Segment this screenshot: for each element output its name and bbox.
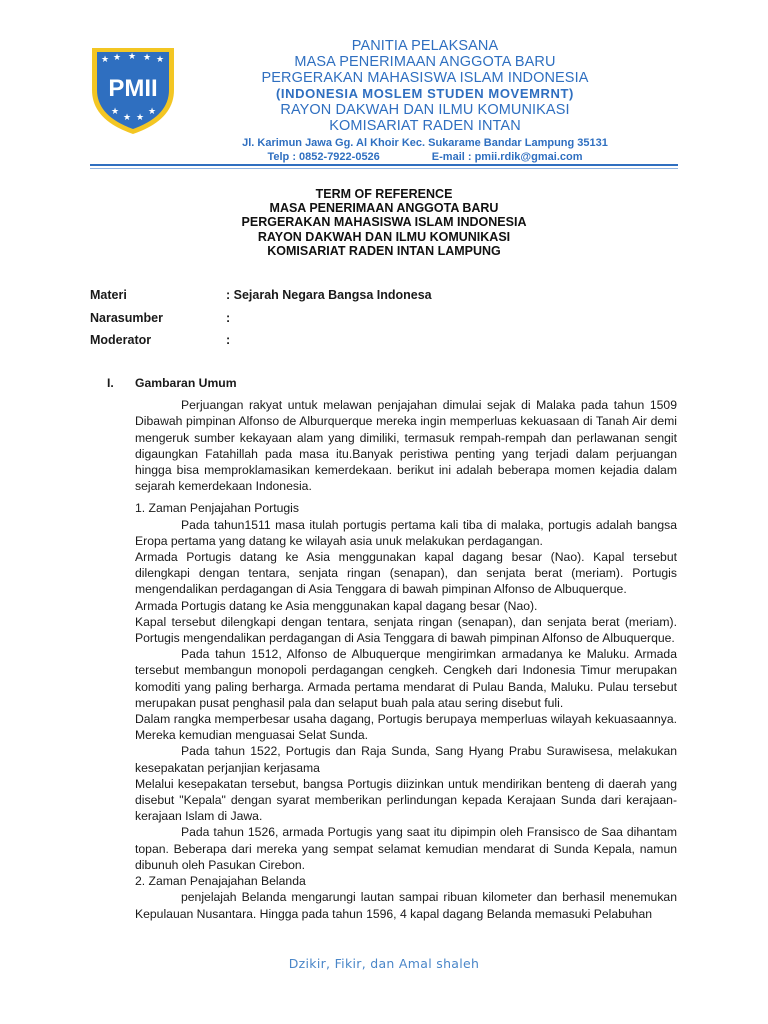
footer-motto: Dzikir, Fikir, dan Amal shaleh bbox=[288, 956, 480, 971]
paragraph: Armada Portugis datang ke Asia menggunakan kapal dagang besar (Nao). Kapal tersebut dilengkapi dengan tentara, senjata ringan (senapan), dan senjata berat (meriam). Portugis mengendalikan perdagangan di Asia Tenggara di bawah pimpinan Alfonso de Albuquerque. bbox=[135, 550, 677, 597]
paragraph: Armada Portugis datang ke Asia menggunakan kapal dagang besar (Nao). bbox=[135, 598, 538, 613]
letterhead-line: RAYON DAKWAH DAN ILMU KOMUNIKASI bbox=[280, 102, 570, 118]
svg-text:★: ★ bbox=[156, 55, 165, 65]
letterhead-line: KOMISARIAT RADEN INTAN bbox=[329, 118, 521, 134]
paragraph: Pada tahun 1526, armada Portugis yang saat itu dipimpin oleh Fransisco de Saa dihantam topan. Beberapa dari mereka yang sempat selamat kemudian mendarat di Sunda Kepala, namun dibunuh oleh Pasukan Cirebon. bbox=[135, 825, 677, 872]
logo-text: PMII bbox=[108, 75, 158, 102]
paragraph: penjelajah Belanda mengarungi lautan sampai ribuan kilometer dan berhasil menemukan Kepulauan Nusantara. Hingga pada tahun 1596, 4 kapal dagang Belanda memasuki Pelabuhan bbox=[135, 890, 677, 921]
svg-text:★: ★ bbox=[113, 53, 122, 63]
document-body bbox=[107, 375, 677, 922]
info-row-materi bbox=[90, 284, 678, 307]
info-value: : Sejarah Negara Bangsa Indonesa bbox=[226, 288, 432, 303]
paragraph: Pada tahun1511 masa itulah portugis pertama kali tiba di malaka, portugis adalah bangsa Eropa pertama yang datang ke wilayah asia unuk melakukan perdagangan. bbox=[135, 517, 677, 548]
header-divider-thin bbox=[90, 168, 678, 169]
paragraph: Pada tahun 1512, Alfonso de Albuquerque mengirimkan armadanya ke Maluku. Armada tersebut membangun monopoli perdagangan cengkeh. Cengkeh dari Indonesia Timur merupakan komoditi yang paling berharga. Armada pertama mendarat di Pulau Banda, Maluku. Pulau tersebut merupakan pusat penghasil pala dan selaput buah pala atau sering disebut fuli. bbox=[135, 647, 677, 710]
section-title: Gambaran Umum bbox=[135, 376, 237, 390]
info-value: : bbox=[226, 333, 231, 348]
paragraph: Pada tahun 1522, Portugis dan Raja Sunda, Sang Hyang Prabu Surawisesa, melakukan kesepakatan perjanjian kerjasama bbox=[135, 744, 677, 775]
title-line: MASA PENERIMAAN ANGGOTA BARU bbox=[269, 201, 499, 216]
svg-text:★: ★ bbox=[143, 53, 152, 63]
document-title bbox=[90, 187, 678, 258]
info-label: Materi bbox=[90, 288, 127, 303]
svg-text:★: ★ bbox=[148, 107, 157, 117]
title-line: PERGERAKAN MAHASISWA ISLAM INDONESIA bbox=[241, 215, 527, 230]
info-value: : bbox=[226, 310, 231, 325]
info-label: Moderator bbox=[90, 333, 152, 348]
pmii-logo-icon bbox=[88, 40, 178, 136]
paragraph: Dalam rangka memperbesar usaha dagang, Portugis berupaya memperluas wilayah kekuasaannya. Mereka kemudian menguasai Selat Sunda. bbox=[135, 712, 677, 743]
letterhead-line: PERGERAKAN MAHASISWA ISLAM INDONESIA bbox=[261, 70, 589, 86]
subsection-heading: 2. Zaman Penajajahan Belanda bbox=[135, 874, 306, 889]
letterhead-line: PANITIA PELAKSANA bbox=[351, 38, 499, 54]
title-line: KOMISARIAT RADEN INTAN LAMPUNG bbox=[267, 243, 501, 258]
info-row-moderator bbox=[90, 329, 678, 352]
paragraph: Melalui kesepakatan tersebut, bangsa Portugis diizinkan untuk mendirikan benteng di daerah yang disebut "Kepala" dengan syarat memberikan perlindungan kepada Kerajaan Sunda dari kerajaan-kerajaan Islam di Jawa. bbox=[135, 776, 677, 824]
info-row-narasumber bbox=[90, 307, 678, 330]
svg-text:★: ★ bbox=[123, 113, 132, 123]
svg-text:★: ★ bbox=[136, 113, 145, 123]
letterhead-contact bbox=[190, 150, 660, 164]
header-divider bbox=[90, 164, 678, 166]
section-heading bbox=[107, 375, 677, 391]
info-table bbox=[90, 284, 678, 352]
paragraph: Perjuangan rakyat untuk melawan penjajahan dimulai sejak di Malaka pada tahun 1509 Dibawah pimpinan Alfonso de Alburquerque mereka ingin memperluas kekuasaan di Tanah Air demi mengeruk sumber kekayaan alam yang dimiliki, termasuk rempah-rempah dan perlawanan sengit digaungkan Fatahillah pada masa itu.Banyak peristiwa penting yang terjadi dalam perjuangan hingga bisa memproklamasikan kemerdekaan. berikut ini adalah beberapa momen kejadia dalam sejarah kemerdekaan Indonesia. bbox=[135, 398, 677, 494]
title-line: RAYON DAKWAH DAN ILMU KOMUNIKASI bbox=[257, 229, 511, 244]
letterhead-email: E-mail : pmii.rdik@gmai.com bbox=[431, 151, 583, 163]
letterhead-address: Jl. Karimun Jawa Gg. Al Khoir Kec. Sukarame Bandar Lampung 35131 bbox=[242, 137, 608, 149]
letterhead bbox=[190, 38, 660, 164]
svg-text:★: ★ bbox=[111, 107, 120, 117]
letterhead-line: MASA PENERIMAAN ANGGOTA BARU bbox=[294, 54, 556, 70]
section-number: I. bbox=[107, 376, 114, 390]
paragraph: Kapal tersebut dilengkapi dengan tentara, senjata ringan (senapan), dan senjata berat (meriam). Portugis mengendalikan perdagangan di Asia Tenggara di bawah pimpinan Alfonso de Albuquerque. bbox=[135, 614, 677, 646]
letterhead-phone: Telp : 0852-7922-0526 bbox=[267, 151, 380, 163]
info-label: Narasumber bbox=[90, 310, 163, 325]
svg-text:★: ★ bbox=[128, 52, 137, 62]
svg-text:★: ★ bbox=[101, 55, 110, 65]
subsection-heading: 1. Zaman Penjajahan Portugis bbox=[135, 501, 299, 516]
letterhead-subtitle: (INDONESIA MOSLEM STUDEN MOVEMRNT) bbox=[276, 86, 574, 101]
title-line: TERM OF REFERENCE bbox=[315, 187, 453, 201]
